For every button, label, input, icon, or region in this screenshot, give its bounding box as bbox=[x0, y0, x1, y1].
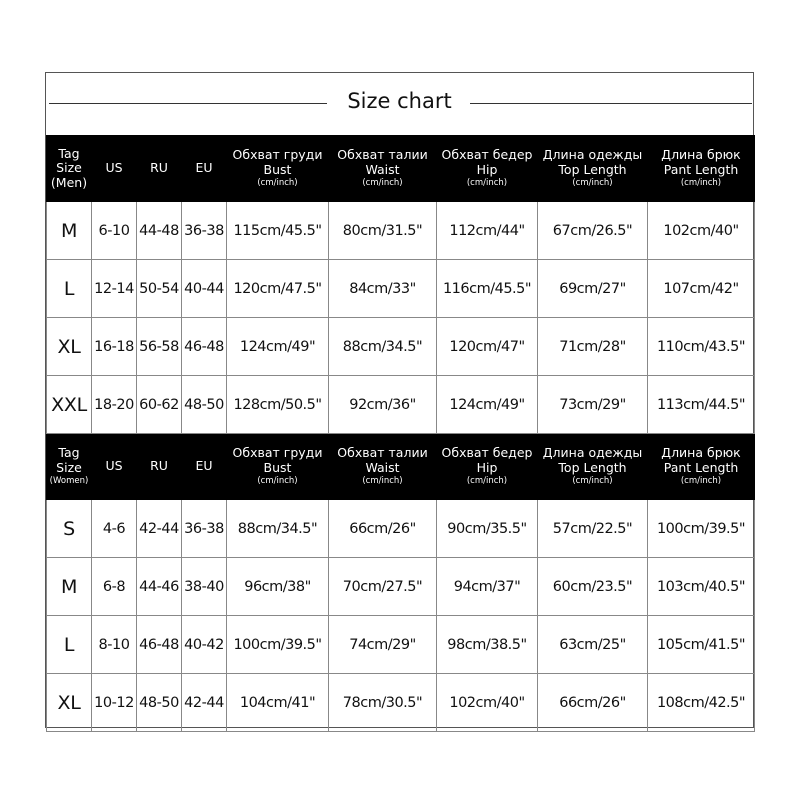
us-cell: 6-8 bbox=[92, 558, 137, 616]
hip-cell: 90cm/35.5" bbox=[437, 500, 538, 558]
top-length-cell: 60cm/23.5" bbox=[538, 558, 648, 616]
hip-cell: 120cm/47" bbox=[437, 318, 538, 376]
bust-cell: 104cm/41" bbox=[227, 674, 329, 732]
us-cell: 8-10 bbox=[92, 616, 137, 674]
hip-cell: 112cm/44" bbox=[437, 202, 538, 260]
size-cell: XL bbox=[47, 674, 92, 732]
eu-header: EU bbox=[182, 434, 227, 500]
waist-cell: 80cm/31.5" bbox=[329, 202, 437, 260]
title-divider-right bbox=[470, 103, 752, 104]
waist-cell: 78cm/30.5" bbox=[329, 674, 437, 732]
us-cell: 16-18 bbox=[92, 318, 137, 376]
top-length-header: Длина одежды Top Length (cm/inch) bbox=[538, 434, 648, 500]
hip-cell: 94cm/37" bbox=[437, 558, 538, 616]
waist-cell: 70cm/27.5" bbox=[329, 558, 437, 616]
table-row bbox=[47, 376, 755, 434]
pant-length-cell: 105cm/41.5" bbox=[648, 616, 755, 674]
hip-cell: 98cm/38.5" bbox=[437, 616, 538, 674]
table-row bbox=[47, 616, 755, 674]
top-length-header: Длина одежды Top Length (cm/inch) bbox=[538, 136, 648, 202]
tag-size-header: Tag Size (Men) bbox=[47, 136, 92, 202]
bust-cell: 96cm/38" bbox=[227, 558, 329, 616]
eu-cell: 42-44 bbox=[182, 674, 227, 732]
ru-cell: 44-46 bbox=[137, 558, 182, 616]
eu-cell: 38-40 bbox=[182, 558, 227, 616]
table-row bbox=[47, 558, 755, 616]
top-length-cell: 69cm/27" bbox=[538, 260, 648, 318]
eu-header: EU bbox=[182, 136, 227, 202]
waist-cell: 84cm/33" bbox=[329, 260, 437, 318]
bust-cell: 124cm/49" bbox=[227, 318, 329, 376]
bust-cell: 115cm/45.5" bbox=[227, 202, 329, 260]
pant-length-cell: 102cm/40" bbox=[648, 202, 755, 260]
hip-cell: 102cm/40" bbox=[437, 674, 538, 732]
pant-length-cell: 100cm/39.5" bbox=[648, 500, 755, 558]
top-length-cell: 63cm/25" bbox=[538, 616, 648, 674]
us-header: US bbox=[92, 434, 137, 500]
hip-header: Обхват бедер Hip (cm/inch) bbox=[437, 434, 538, 500]
top-length-cell: 66cm/26" bbox=[538, 674, 648, 732]
size-cell: L bbox=[47, 616, 92, 674]
pant-length-cell: 108cm/42.5" bbox=[648, 674, 755, 732]
eu-cell: 36-38 bbox=[182, 202, 227, 260]
ru-header: RU bbox=[137, 136, 182, 202]
pant-length-cell: 113cm/44.5" bbox=[648, 376, 755, 434]
eu-cell: 46-48 bbox=[182, 318, 227, 376]
ru-header: RU bbox=[137, 434, 182, 500]
us-cell: 4-6 bbox=[92, 500, 137, 558]
bust-header: Обхват груди Bust (cm/inch) bbox=[227, 136, 329, 202]
size-chart bbox=[45, 72, 754, 728]
bust-cell: 128cm/50.5" bbox=[227, 376, 329, 434]
us-cell: 12-14 bbox=[92, 260, 137, 318]
waist-cell: 66cm/26" bbox=[329, 500, 437, 558]
chart-title: Size chart bbox=[347, 89, 452, 113]
waist-cell: 92cm/36" bbox=[329, 376, 437, 434]
hip-cell: 124cm/49" bbox=[437, 376, 538, 434]
eu-cell: 40-42 bbox=[182, 616, 227, 674]
table-row bbox=[47, 260, 755, 318]
waist-header: Обхват талии Waist (cm/inch) bbox=[329, 434, 437, 500]
table-row bbox=[47, 674, 755, 732]
eu-cell: 40-44 bbox=[182, 260, 227, 318]
table-row bbox=[47, 318, 755, 376]
title-bar bbox=[46, 73, 753, 135]
top-length-cell: 67cm/26.5" bbox=[538, 202, 648, 260]
ru-cell: 50-54 bbox=[137, 260, 182, 318]
waist-header: Обхват талии Waist (cm/inch) bbox=[329, 136, 437, 202]
us-cell: 10-12 bbox=[92, 674, 137, 732]
ru-cell: 44-48 bbox=[137, 202, 182, 260]
size-cell: M bbox=[47, 202, 92, 260]
us-cell: 6-10 bbox=[92, 202, 137, 260]
waist-cell: 88cm/34.5" bbox=[329, 318, 437, 376]
pant-length-cell: 110cm/43.5" bbox=[648, 318, 755, 376]
size-table bbox=[46, 135, 755, 732]
size-cell: XXL bbox=[47, 376, 92, 434]
tag-size-header: Tag Size (Women) bbox=[47, 434, 92, 500]
size-cell: L bbox=[47, 260, 92, 318]
bust-cell: 120cm/47.5" bbox=[227, 260, 329, 318]
eu-cell: 48-50 bbox=[182, 376, 227, 434]
pant-length-cell: 103cm/40.5" bbox=[648, 558, 755, 616]
pant-length-cell: 107cm/42" bbox=[648, 260, 755, 318]
bust-cell: 88cm/34.5" bbox=[227, 500, 329, 558]
eu-cell: 36-38 bbox=[182, 500, 227, 558]
ru-cell: 46-48 bbox=[137, 616, 182, 674]
size-cell: M bbox=[47, 558, 92, 616]
size-cell: XL bbox=[47, 318, 92, 376]
women-header-row bbox=[47, 434, 755, 500]
ru-cell: 42-44 bbox=[137, 500, 182, 558]
ru-cell: 56-58 bbox=[137, 318, 182, 376]
waist-cell: 74cm/29" bbox=[329, 616, 437, 674]
table-row bbox=[47, 202, 755, 260]
table-row bbox=[47, 500, 755, 558]
bust-cell: 100cm/39.5" bbox=[227, 616, 329, 674]
pant-length-header: Длина брюк Pant Length (cm/inch) bbox=[648, 136, 755, 202]
pant-length-header: Длина брюк Pant Length (cm/inch) bbox=[648, 434, 755, 500]
top-length-cell: 73cm/29" bbox=[538, 376, 648, 434]
hip-cell: 116cm/45.5" bbox=[437, 260, 538, 318]
size-cell: S bbox=[47, 500, 92, 558]
ru-cell: 48-50 bbox=[137, 674, 182, 732]
us-header: US bbox=[92, 136, 137, 202]
bust-header: Обхват груди Bust (cm/inch) bbox=[227, 434, 329, 500]
hip-header: Обхват бедер Hip (cm/inch) bbox=[437, 136, 538, 202]
men-header-row bbox=[47, 136, 755, 202]
top-length-cell: 71cm/28" bbox=[538, 318, 648, 376]
top-length-cell: 57cm/22.5" bbox=[538, 500, 648, 558]
us-cell: 18-20 bbox=[92, 376, 137, 434]
ru-cell: 60-62 bbox=[137, 376, 182, 434]
